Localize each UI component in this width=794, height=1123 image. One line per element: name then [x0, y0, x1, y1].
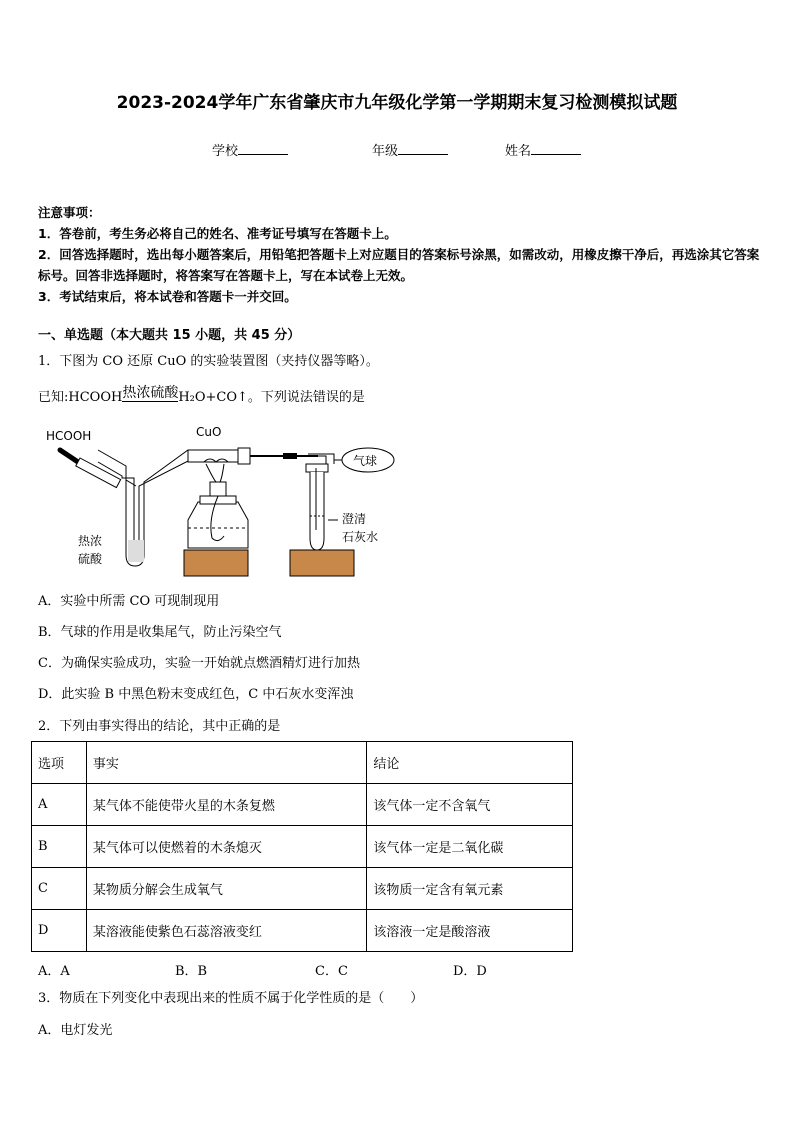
- table-cell: 该气体一定是二氧化碳: [367, 826, 573, 868]
- table-cell: B: [32, 826, 87, 868]
- q1-option-b[interactable]: B．气球的作用是收集尾气，防止污染空气: [38, 625, 282, 640]
- dropper-icon: [60, 450, 136, 488]
- q1-known: [38, 387, 365, 409]
- table-cell: 某气体可以使燃着的木条熄灭: [86, 826, 366, 868]
- reaction-condition: 热浓硫酸: [122, 385, 179, 401]
- q2-choice-d[interactable]: D．D: [453, 964, 487, 979]
- q2-choice-c[interactable]: C．C: [315, 964, 348, 979]
- cuo-label: CuO: [196, 425, 222, 439]
- alcohol-lamp: [184, 464, 248, 576]
- hcooh-label: HCOOH: [46, 429, 92, 443]
- table-cell: 某溶液能使紫色石蕊溶液变红: [86, 910, 366, 952]
- table-cell: C: [32, 868, 87, 910]
- reaction-tube: [188, 448, 334, 464]
- header-cell: 事实: [86, 742, 366, 784]
- balloon-label: 气球: [353, 454, 378, 468]
- q2-choice-a[interactable]: A．A: [38, 964, 70, 979]
- table-row: [32, 784, 573, 826]
- q3-option-a[interactable]: A．电灯发光: [38, 1023, 113, 1038]
- table-row: [32, 826, 573, 868]
- limewater-label-2: 石灰水: [342, 530, 379, 544]
- q1-option-d[interactable]: D．此实验 B 中黑色粉末变成红色，C 中石灰水变浑浊: [38, 687, 354, 702]
- notes-heading: 注意事项：: [38, 205, 101, 220]
- note-item: 1．答卷前，考生务必将自己的姓名、准考证号填写在答题卡上。: [38, 226, 397, 241]
- q2-stem: 2．下列由事实得出的结论，其中正确的是: [38, 719, 281, 734]
- acid-label-2: 硫酸: [78, 552, 103, 566]
- note-item: 2．回答选择题时，选出每小题答案后，用铅笔把答题卡上对应题目的答案标号涂黑，如需改动，用橡皮擦干净后，再选涂其它答案标号。回答非选择题时，将答案写在答题卡上，写在本试卷上无效。: [38, 247, 760, 283]
- q1-option-a[interactable]: A．实验中所需 CO 可现制现用: [38, 594, 220, 609]
- table-cell: D: [32, 910, 87, 952]
- limewater-label-1: 澄清: [342, 512, 367, 526]
- table-cell: 某物质分解会生成氧气: [86, 868, 366, 910]
- header-cell: 结论: [367, 742, 573, 784]
- acid-label-1: 热浓: [78, 534, 103, 548]
- section-heading: 一、单选题（本大题共 15 小题，共 45 分）: [38, 328, 301, 343]
- exam-notes: [38, 202, 760, 307]
- table-cell: 该气体一定不含氧气: [367, 784, 573, 826]
- name-field[interactable]: 姓名: [505, 140, 581, 159]
- table-row: [32, 910, 573, 952]
- known-prefix: 已知:HCOOH: [38, 390, 123, 405]
- table-cell: A: [32, 784, 87, 826]
- table-cell: 该溶液一定是酸溶液: [367, 910, 573, 952]
- grade-field[interactable]: 年级: [372, 140, 448, 159]
- table-cell: 该物质一定含有氧元素: [367, 868, 573, 910]
- apparatus-diagram: [38, 420, 408, 580]
- balloon: [334, 448, 394, 472]
- q2-table: [31, 741, 573, 952]
- note-item: 3．考试结束后，将本试卷和答题卡一并交回。: [38, 289, 297, 304]
- table-header-row: [32, 742, 573, 784]
- q1-option-c[interactable]: C．为确保实验成功，实验一开始就点燃酒精灯进行加热: [38, 656, 360, 671]
- page-title: 2023-2024学年广东省肇庆市九年级化学第一学期期末复习检测模拟试题: [116, 93, 678, 113]
- table-cell: 某气体不能使带火星的木条复燃: [86, 784, 366, 826]
- known-suffix: H₂O+CO↑。下列说法错误的是: [178, 390, 365, 405]
- q2-choice-b[interactable]: B．B: [175, 964, 208, 979]
- header-cell: 选项: [32, 742, 87, 784]
- q3-stem: 3．物质在下列变化中表现出来的性质不属于化学性质的是（ ）: [38, 991, 424, 1006]
- q1-stem: 1．下图为 CO 还原 CuO 的实验装置图（夹持仪器等略）。: [38, 354, 379, 369]
- table-row: [32, 868, 573, 910]
- school-field[interactable]: 学校: [212, 140, 288, 159]
